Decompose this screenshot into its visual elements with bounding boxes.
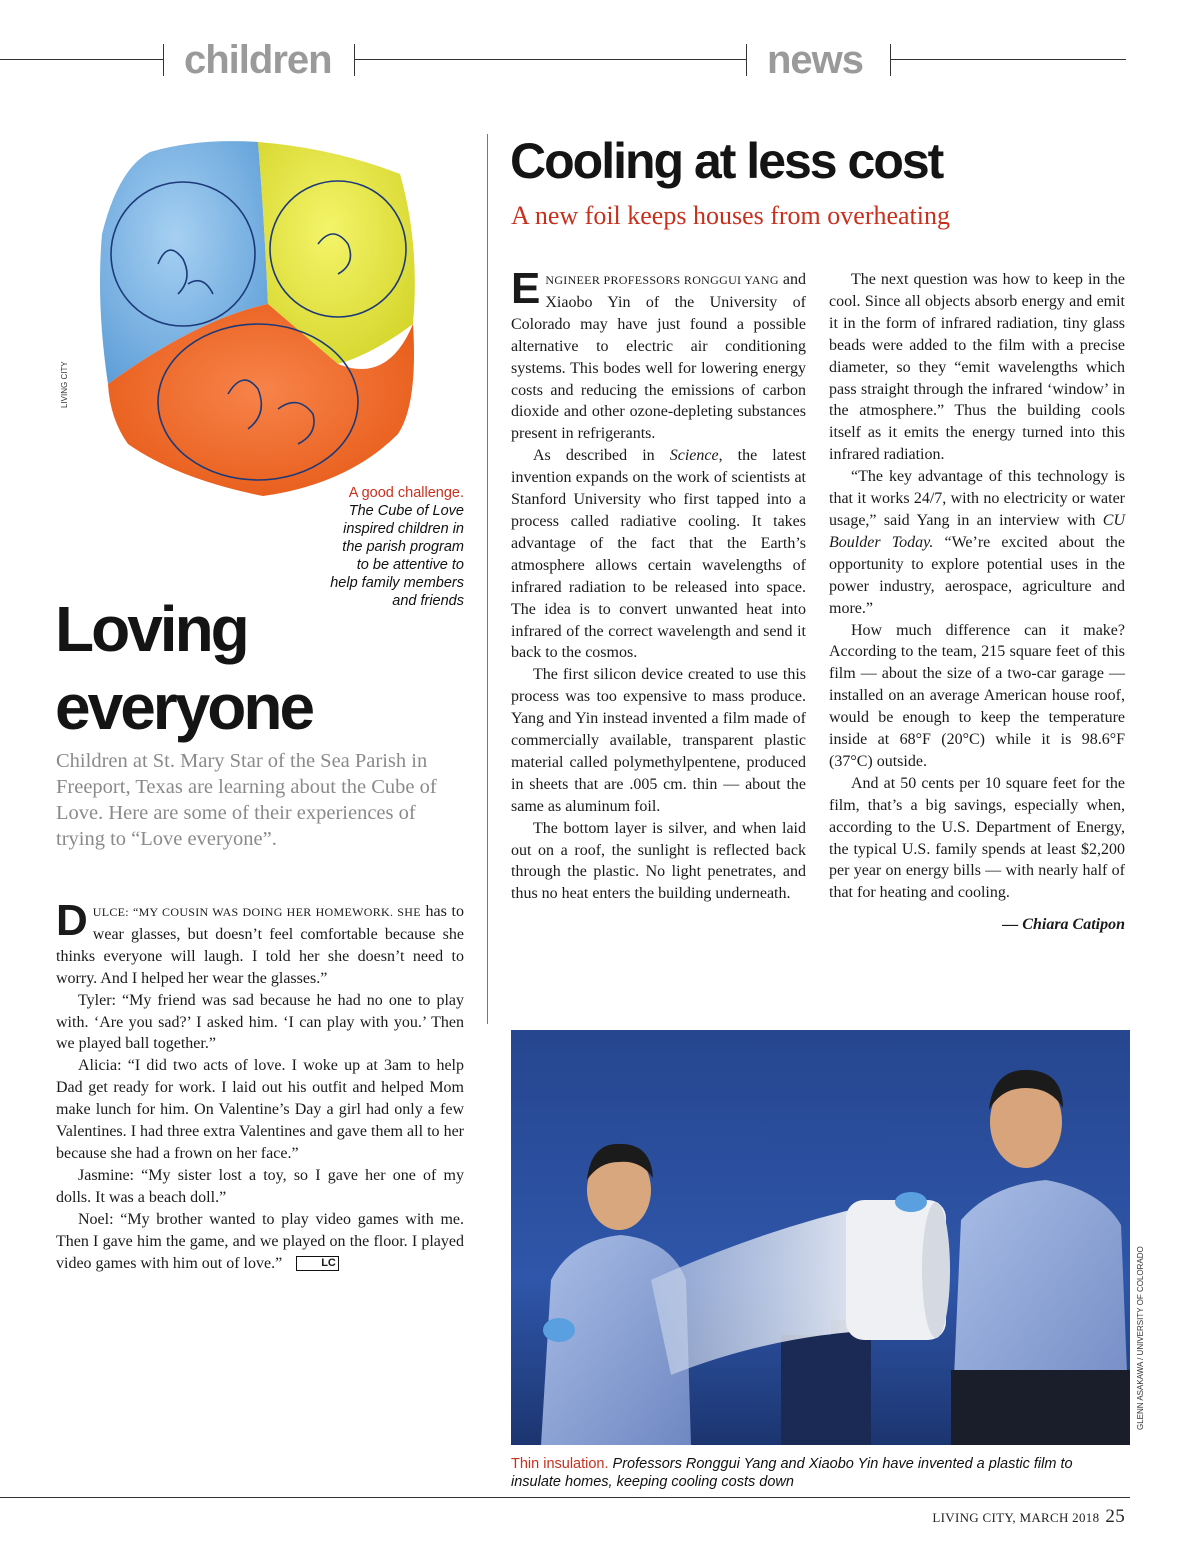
left-story-body [56,896,464,1274]
paragraph-text: “We’re excited about the opportunity to explore potential uses in the power industry, aerospace, agriculture and more.” [829,533,1125,617]
section-label-children: children [184,38,332,82]
right-headline: Cooling at less cost [510,133,943,189]
header-rule-right [890,59,1126,60]
header-rule-left [0,59,163,60]
right-paragraph [511,445,806,664]
caption-line: and friends [392,593,464,609]
left-headline [55,590,475,746]
left-deck: Children at St. Mary Star of the Sea Parish in Freeport, Texas are learning about the Cube of Love. Here are some of their experiences of trying to “Love everyone”. [56,750,437,850]
left-paragraph: Tyler: “My friend was sad because he had no one to play with. ‘Are you sad?’ I asked him. ‘I can play with you.’ Then we played ball together.” [56,991,464,1053]
dropcap-d: D [56,896,88,945]
header-tick [890,44,891,76]
caption-line: help family members [330,575,464,591]
photo-credit: GLENN ASAKAWA / UNIVERSITY OF COLORADO [1136,1246,1145,1430]
footer-rule [0,1497,1130,1498]
publication-line: LIVING CITY, MARCH 2018 [932,1510,1100,1525]
right-paragraph [511,264,806,445]
right-paragraph [829,466,1125,619]
italic-title: CU Boulder Today. [829,511,1125,551]
caption-lead: A good challenge. [348,485,464,501]
paragraph-text: “The key advantage of this technology is that it works 24/7, with no electricity or water usage,” said Yang in an interview with [829,468,1125,529]
person-right-pants [951,1370,1130,1445]
header-tick [746,44,747,76]
right-paragraph: The next question was how to keep in the cool. Since all objects absorb energy and emit it in the form of infrared radiation, tiny glass beads were added to the film with a precise diameter, so they “emit wavelengths which pass straight through the infrared ‘window’ in the atmosphere.” Thus the building cools itself as it emits the energy turned into this infrared radiation. [829,271,1125,464]
right-story-column-2 [829,269,1125,936]
header-rule-middle [354,59,746,60]
right-paragraph: The bottom layer is silver, and when laid out on a roof, the sunlight is reflected back through the plastic. No light penetrates, and thus no heat enters the building underneath. [511,819,806,903]
paragraph-text: As described in [533,447,670,465]
left-headline-line2: everyone [55,671,313,743]
photo-caption [511,1455,1111,1491]
glove-right [895,1192,927,1212]
lead-in: NGINEER PROFESSORS RONGGUI YANG [545,273,779,287]
caption-line: inspired children in [343,521,464,537]
caption-line: to be attentive to [356,557,464,573]
left-paragraph [56,896,464,990]
byline: — Chiara Catipon [1002,916,1125,934]
left-paragraph: Jasmine: “My sister lost a toy, so I gave her one of my dolls. It was a beach doll.” [56,1166,464,1206]
header-tick [163,44,164,76]
paragraph-text: , the latest invention expands on the work of scientists at Stanford University who first tapped into a process called radiative cooling. It takes advantage of the fact that the Earth’s atmosphere allows certain wavelengths of infrared radiation to be released into space. The idea is to convert unwanted heat into infrared of the correct wavelength and send it back to the cosmos. [511,447,807,662]
left-paragraph: Alicia: “I did two acts of love. I woke up at 3am to help Dad get ready for work. I laid out his outfit and helped Mom make lunch for him. On Valentine’s Day a girl had only a few Valentines. I had three extra Valentines and gave them all to her because she had a frown on her face.” [56,1057,464,1162]
film-roll-end [922,1202,950,1338]
right-story-column-1 [511,264,807,905]
column-divider [487,134,488,1024]
cube-of-love-image [88,134,438,504]
paragraph-text: Noel: “My brother wanted to play video games with me. Then I gave him the game, and we played on the floor. I played video games with him out of love.” [56,1210,464,1272]
header-tick [354,44,355,76]
paragraph-text: and Xiaobo Yin of the University of Colorado may have just found a possible alternative to electric air conditioning systems. This bodes well for lowering energy costs and reducing the emissions of carbon dioxide and other ozone-depleting substances present in refrigerants. [511,271,806,443]
page-number: 25 [1105,1506,1125,1527]
left-headline-line1: Loving [55,593,247,665]
lead-in: ULCE: “MY COUSIN WAS DOING HER HOMEWORK. SHE [92,905,421,919]
paragraph-text: has to wear glasses, but doesn’t feel comfortable because she thinks everyone will laugh. I told her she doesn’t need to worry. And I helped her wear the glasses.” [56,903,464,987]
left-paragraph [56,1209,464,1275]
caption-line: the parish program [342,539,464,555]
cube-photo-credit: LIVING CITY [60,361,69,408]
caption-lead: Thin insulation. [511,1456,609,1472]
dropcap-e: E [511,264,541,313]
glove-left [543,1318,575,1342]
italic-title: Science [669,447,719,465]
right-paragraph: And at 50 cents per 10 square feet for the film, that’s a big savings, especially when, according to the U.S. Department of Energy, the typical U.S. family spends at least $2,200 per year on energy bills — with nearly half of that for heating and cooling. [829,774,1125,902]
right-paragraph: The first silicon device created to use this process was too expensive to mass produce. Yang and Yin instead invented a film made of commercially available, transparent plastic material called polymethylpentene, produced in sheets that are .005 cm. thin — about the same as aluminum foil. [511,666,806,815]
right-paragraph: How much difference can it make? According to the team, 215 square feet of this film — about the size of a two-car garage — installed on an average American house roof, would be enough to keep the temperature inside at 68°F (20°C) while it is 98.6°F (37°C) outside. [829,621,1125,770]
end-mark: LC [296,1256,339,1271]
professors-photo [511,1030,1130,1445]
page-footer [932,1506,1125,1528]
caption-line: The Cube of Love [348,503,464,519]
section-label-news: news [767,38,864,82]
caption-text: Professors Ronggui Yang and Xiaobo Yin have invented a plastic film to insulate homes, keeping cooling costs down [511,1456,1073,1490]
right-deck: A new foil keeps houses from overheating [511,201,951,230]
